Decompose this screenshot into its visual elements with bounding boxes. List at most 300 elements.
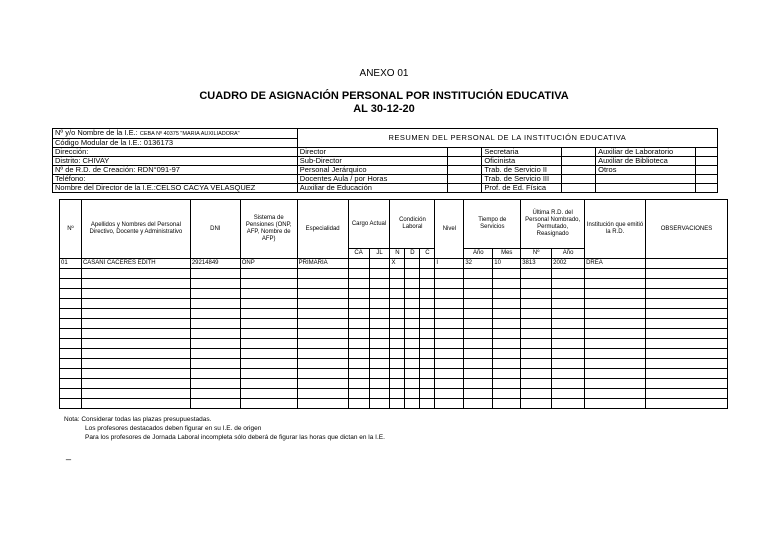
empty-cell <box>464 319 493 329</box>
empty-cell <box>390 369 405 379</box>
empty-cell <box>493 269 521 279</box>
empty-cell <box>81 369 190 379</box>
empty-cell <box>81 309 190 319</box>
empty-cell <box>405 389 420 399</box>
empty-cell <box>405 289 420 299</box>
empty-cell <box>464 279 493 289</box>
empty-cell <box>420 369 435 379</box>
empty-cell <box>521 339 552 349</box>
empty-cell <box>521 329 552 339</box>
empty-cell <box>190 279 240 289</box>
empty-cell <box>464 369 493 379</box>
sub-header-c: C <box>420 249 435 259</box>
empty-cell <box>552 289 585 299</box>
empty-cell <box>435 389 464 399</box>
empty-cell <box>645 319 727 329</box>
empty-cell <box>390 349 405 359</box>
empty-cell <box>521 399 552 409</box>
empty-cell <box>240 349 297 359</box>
empty-cell <box>190 299 240 309</box>
empty-cell <box>297 359 348 369</box>
cell-rd-anio: 2002 <box>552 259 585 269</box>
sub-header-rd-anio: Año <box>552 249 585 259</box>
empty-cell <box>369 399 390 409</box>
empty-cell <box>369 339 390 349</box>
empty-cell <box>552 379 585 389</box>
empty-cell <box>420 289 435 299</box>
empty-cell <box>405 329 420 339</box>
empty-cell <box>81 289 190 299</box>
dash-mark: _ <box>66 450 72 460</box>
empty-cell <box>60 369 82 379</box>
table-row <box>60 399 728 409</box>
col-header-dni: DNI <box>190 200 240 259</box>
empty-cell <box>521 379 552 389</box>
empty-cell <box>60 329 82 339</box>
empty-cell <box>60 299 82 309</box>
empty-cell <box>390 299 405 309</box>
empty-cell <box>81 339 190 349</box>
cell-nombre: CASANI CACERES EDITH <box>81 259 190 269</box>
empty-cell <box>464 359 493 369</box>
empty-cell <box>464 269 493 279</box>
empty-cell <box>585 379 646 389</box>
empty-cell <box>369 299 390 309</box>
empty-cell <box>521 289 552 299</box>
empty-cell <box>240 309 297 319</box>
empty-cell <box>390 309 405 319</box>
empty-cell <box>390 289 405 299</box>
empty-cell <box>190 389 240 399</box>
empty-cell <box>390 279 405 289</box>
empty-cell <box>552 359 585 369</box>
empty-cell <box>493 339 521 349</box>
empty-cell <box>240 399 297 409</box>
empty-cell <box>60 339 82 349</box>
empty-cell <box>585 299 646 309</box>
note-line: Para los profesores de Jornada Laboral incompleta sólo deberá de figurar las horas que dictan en la I.E. <box>85 434 385 441</box>
empty-cell <box>420 299 435 309</box>
table-row <box>60 369 728 379</box>
empty-cell <box>405 279 420 289</box>
resumen-label: Prof. de Ed. Física <box>482 184 562 193</box>
empty-cell <box>240 319 297 329</box>
empty-cell <box>585 359 646 369</box>
empty-cell <box>297 299 348 309</box>
sub-header-d: D <box>405 249 420 259</box>
empty-cell <box>435 359 464 369</box>
empty-cell <box>521 389 552 399</box>
empty-cell <box>645 299 727 309</box>
empty-cell <box>645 279 727 289</box>
cell-nivel: I <box>435 259 464 269</box>
sub-header-anio: Año <box>464 249 493 259</box>
cell-especialidad: PRIMARIA <box>297 259 348 269</box>
empty-cell <box>369 389 390 399</box>
empty-cell <box>464 309 493 319</box>
empty-cell <box>420 329 435 339</box>
resumen-label: Trab. de Servicio III <box>482 175 562 184</box>
rd-creacion-field: Nº de R.D. de Creación: RDN°091-97 <box>53 166 298 175</box>
empty-cell <box>420 319 435 329</box>
empty-cell <box>369 309 390 319</box>
empty-cell <box>60 269 82 279</box>
empty-cell <box>348 399 369 409</box>
annex-label: ANEXO 01 <box>359 68 409 79</box>
table-row <box>60 359 728 369</box>
table-row <box>60 339 728 349</box>
empty-cell <box>464 329 493 339</box>
empty-cell <box>420 279 435 289</box>
empty-cell <box>297 329 348 339</box>
cell-n: X <box>390 259 405 269</box>
empty-cell <box>240 379 297 389</box>
empty-cell <box>348 289 369 299</box>
resumen-label: Auxiliar de Laboratorio <box>596 148 696 157</box>
col-header-observaciones: OBSERVACIONES <box>645 200 727 259</box>
empty-cell <box>645 289 727 299</box>
empty-cell <box>420 269 435 279</box>
empty-cell <box>493 289 521 299</box>
resumen-label: Docentes Aula / por Horas <box>297 175 447 184</box>
empty-cell <box>60 379 82 389</box>
resumen-label: Oficinista <box>482 157 562 166</box>
empty-cell <box>240 289 297 299</box>
empty-cell <box>297 379 348 389</box>
empty-cell <box>464 299 493 309</box>
empty-cell <box>493 329 521 339</box>
table-row <box>60 309 728 319</box>
empty-cell <box>190 399 240 409</box>
empty-cell <box>435 319 464 329</box>
note-line: Los profesores destacados deben figurar en su I.E. de origen <box>85 425 262 432</box>
empty-cell <box>240 369 297 379</box>
empty-cell <box>521 309 552 319</box>
empty-cell <box>645 399 727 409</box>
sub-header-jl: JL <box>369 249 390 259</box>
empty-cell <box>420 339 435 349</box>
table-row <box>60 269 728 279</box>
table-row <box>60 379 728 389</box>
empty-cell <box>240 359 297 369</box>
empty-cell <box>369 279 390 289</box>
empty-cell <box>464 349 493 359</box>
codigo-modular-field: Código Modular de la I.E.: 0136173 <box>53 139 298 148</box>
empty-cell <box>645 309 727 319</box>
empty-cell <box>552 369 585 379</box>
empty-cell <box>420 399 435 409</box>
cell-dni: 29214849 <box>190 259 240 269</box>
empty-cell <box>297 339 348 349</box>
empty-cell <box>369 269 390 279</box>
empty-cell <box>369 349 390 359</box>
empty-cell <box>297 309 348 319</box>
empty-cell <box>190 329 240 339</box>
empty-cell <box>405 359 420 369</box>
empty-cell <box>60 359 82 369</box>
empty-cell <box>435 339 464 349</box>
empty-cell <box>348 339 369 349</box>
empty-cell <box>60 319 82 329</box>
empty-cell <box>493 379 521 389</box>
cell-observaciones <box>645 259 727 269</box>
resumen-label: Director <box>297 148 447 157</box>
empty-cell <box>420 379 435 389</box>
resumen-label <box>596 175 696 184</box>
col-header-tiempo: Tiempo de Servicios <box>464 200 521 249</box>
empty-cell <box>190 319 240 329</box>
empty-cell <box>552 349 585 359</box>
empty-cell <box>493 309 521 319</box>
empty-cell <box>585 279 646 289</box>
empty-cell <box>552 319 585 329</box>
col-header-cargo: Cargo Actual <box>348 200 390 249</box>
document-date: AL 30-12-20 <box>353 103 415 115</box>
empty-cell <box>464 339 493 349</box>
empty-cell <box>297 369 348 379</box>
empty-cell <box>297 389 348 399</box>
empty-cell <box>60 279 82 289</box>
empty-cell <box>435 369 464 379</box>
notes <box>64 415 385 442</box>
empty-cell <box>190 339 240 349</box>
empty-cell <box>552 329 585 339</box>
empty-cell <box>190 289 240 299</box>
empty-cell <box>405 339 420 349</box>
cell-c <box>420 259 435 269</box>
empty-cell <box>420 359 435 369</box>
col-header-sistema: Sistema de Pensiones (ONP, AFP, Nombre de AFP) <box>240 200 297 259</box>
empty-cell <box>435 329 464 339</box>
empty-cell <box>585 309 646 319</box>
empty-cell <box>81 299 190 309</box>
empty-cell <box>390 389 405 399</box>
empty-cell <box>60 389 82 399</box>
resumen-label: Personal Jerárquico <box>297 166 447 175</box>
empty-cell <box>493 319 521 329</box>
empty-cell <box>521 299 552 309</box>
empty-cell <box>405 379 420 389</box>
cell-sistema: ONP <box>240 259 297 269</box>
empty-cell <box>348 269 369 279</box>
empty-cell <box>240 339 297 349</box>
empty-cell <box>81 319 190 329</box>
empty-cell <box>390 269 405 279</box>
resumen-label: Trab. de Servicio II <box>482 166 562 175</box>
empty-cell <box>190 349 240 359</box>
empty-cell <box>369 289 390 299</box>
empty-cell <box>348 329 369 339</box>
empty-cell <box>297 279 348 289</box>
resumen-label: Sub-Director <box>297 157 447 166</box>
empty-cell <box>190 369 240 379</box>
director-name-field: Nombre del Director de la I.E.:CELSO CACYA VELASQUEZ <box>53 184 298 193</box>
cell-rd-num: 3813 <box>521 259 552 269</box>
empty-cell <box>585 369 646 379</box>
empty-cell <box>435 309 464 319</box>
empty-cell <box>240 389 297 399</box>
sub-header-n: N <box>390 249 405 259</box>
nombre-ie-field: Nº y/o Nombre de la I.E.: CEBA Nº 40375 "MARIA AUXILIADORA" <box>53 129 298 139</box>
empty-cell <box>585 319 646 329</box>
cell-ca <box>348 259 369 269</box>
empty-cell <box>585 349 646 359</box>
empty-cell <box>585 399 646 409</box>
personal-table <box>59 199 728 409</box>
empty-cell <box>552 299 585 309</box>
empty-cell <box>60 349 82 359</box>
empty-cell <box>435 349 464 359</box>
empty-cell <box>645 329 727 339</box>
empty-cell <box>435 299 464 309</box>
empty-cell <box>369 379 390 389</box>
table-row <box>60 279 728 289</box>
empty-cell <box>420 349 435 359</box>
sub-header-ca: CA <box>348 249 369 259</box>
resumen-label: Secretaria <box>482 148 562 157</box>
empty-cell <box>493 399 521 409</box>
institution-info-table <box>52 128 718 193</box>
table-row <box>60 299 728 309</box>
empty-cell <box>81 329 190 339</box>
direccion-field: Dirección: <box>53 148 298 157</box>
col-header-especialidad: Especialidad <box>297 200 348 259</box>
empty-cell <box>348 299 369 309</box>
empty-cell <box>645 369 727 379</box>
empty-cell <box>645 389 727 399</box>
cell-num: 01 <box>60 259 82 269</box>
empty-cell <box>521 359 552 369</box>
empty-cell <box>585 269 646 279</box>
empty-cell <box>645 339 727 349</box>
col-header-apellidos: Apellidos y Nombres del Personal Directivo, Docente y Administrativo <box>81 200 190 259</box>
empty-cell <box>405 349 420 359</box>
empty-cell <box>369 359 390 369</box>
empty-cell <box>348 319 369 329</box>
empty-cell <box>464 389 493 399</box>
empty-cell <box>190 379 240 389</box>
empty-cell <box>405 309 420 319</box>
empty-cell <box>390 399 405 409</box>
empty-cell <box>405 299 420 309</box>
empty-cell <box>493 279 521 289</box>
empty-cell <box>348 279 369 289</box>
empty-cell <box>390 359 405 369</box>
empty-cell <box>60 309 82 319</box>
resumen-label: Auxiliar de Educación <box>297 184 447 193</box>
sub-header-rd-num: Nº <box>521 249 552 259</box>
empty-cell <box>521 279 552 289</box>
empty-cell <box>405 369 420 379</box>
col-header-num: Nº <box>60 200 82 259</box>
empty-cell <box>493 389 521 399</box>
empty-cell <box>297 269 348 279</box>
sub-header-mes: Mes <box>493 249 521 259</box>
cell-anios: 32 <box>464 259 493 269</box>
empty-cell <box>297 319 348 329</box>
empty-cell <box>348 369 369 379</box>
cell-institucion: DREA <box>585 259 646 269</box>
empty-cell <box>348 389 369 399</box>
empty-cell <box>240 299 297 309</box>
note-line: Nota: Considerar todas las plazas presupuestadas. <box>64 416 212 423</box>
empty-cell <box>369 369 390 379</box>
col-header-ultima-rd: Última R.D. del Personal Nombrado, Permutado, Reasignado <box>521 200 585 249</box>
document-title: CUADRO DE ASIGNACIÓN PERSONAL POR INSTITUCIÓN EDUCATIVA <box>199 90 569 102</box>
empty-cell <box>493 349 521 359</box>
empty-cell <box>645 359 727 369</box>
empty-cell <box>390 319 405 329</box>
resumen-title: RESUMEN DEL PERSONAL DE LA INSTITUCIÓN EDUCATIVA <box>297 129 717 148</box>
col-header-institucion: Institución que emitió la R.D. <box>585 200 646 259</box>
empty-cell <box>552 269 585 279</box>
empty-cell <box>390 329 405 339</box>
empty-cell <box>348 309 369 319</box>
empty-cell <box>552 309 585 319</box>
empty-cell <box>60 399 82 409</box>
empty-cell <box>645 349 727 359</box>
empty-cell <box>464 379 493 389</box>
empty-cell <box>240 329 297 339</box>
resumen-label: Auxiliar de Biblioteca <box>596 157 696 166</box>
empty-cell <box>585 339 646 349</box>
empty-cell <box>493 359 521 369</box>
col-header-condicion: Condición Laboral <box>390 200 435 249</box>
table-row <box>60 259 728 269</box>
empty-cell <box>521 269 552 279</box>
empty-cell <box>493 369 521 379</box>
table-row <box>60 319 728 329</box>
cell-d <box>405 259 420 269</box>
empty-cell <box>420 309 435 319</box>
empty-cell <box>348 379 369 389</box>
empty-cell <box>464 289 493 299</box>
empty-cell <box>348 359 369 369</box>
empty-cell <box>585 329 646 339</box>
empty-cell <box>190 269 240 279</box>
empty-cell <box>297 349 348 359</box>
empty-cell <box>190 359 240 369</box>
empty-cell <box>390 379 405 389</box>
empty-cell <box>369 329 390 339</box>
empty-cell <box>645 269 727 279</box>
empty-cell <box>405 269 420 279</box>
empty-cell <box>645 379 727 389</box>
empty-cell <box>435 269 464 279</box>
distrito-field: Distrito: CHIVAY <box>53 157 298 166</box>
empty-cell <box>435 279 464 289</box>
table-row <box>60 289 728 299</box>
empty-cell <box>521 349 552 359</box>
resumen-label <box>596 184 696 193</box>
empty-cell <box>81 379 190 389</box>
empty-cell <box>81 279 190 289</box>
resumen-label: Otros <box>596 166 696 175</box>
empty-cell <box>240 269 297 279</box>
cell-meses: 10 <box>493 259 521 269</box>
empty-cell <box>435 289 464 299</box>
empty-cell <box>552 389 585 399</box>
empty-cell <box>240 279 297 289</box>
empty-cell <box>81 389 190 399</box>
empty-cell <box>464 399 493 409</box>
empty-cell <box>60 289 82 299</box>
empty-cell <box>435 379 464 389</box>
empty-cell <box>190 309 240 319</box>
empty-cell <box>81 399 190 409</box>
empty-cell <box>81 349 190 359</box>
empty-cell <box>552 279 585 289</box>
